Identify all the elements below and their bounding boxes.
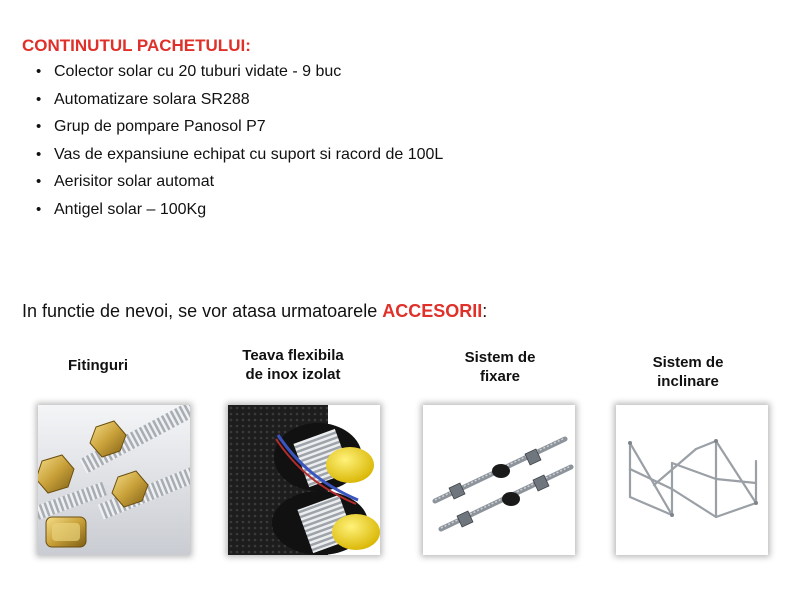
caption-line: Sistem de <box>652 354 724 371</box>
accessories-intro-colon: : <box>482 301 488 321</box>
fittings-illustration <box>38 405 190 555</box>
accessory-caption-fixare <box>440 348 560 386</box>
tilt-frame-illustration <box>616 405 768 555</box>
fittings-image <box>38 405 190 555</box>
list-item: • Grup de pompare Panosol P7 <box>54 113 443 141</box>
list-item: • Vas de expansiune echipat cu suport si racord de 100L <box>54 141 443 169</box>
accessory-caption-fitinguri <box>40 356 156 375</box>
accessories-highlight: ACCESORII <box>382 301 483 321</box>
caption-line: fixare <box>479 368 521 385</box>
caption-line: Sistem de <box>464 349 536 366</box>
package-title: CONTINUTUL PACHETULUI: <box>22 36 251 55</box>
tilt-frame-image <box>616 405 768 555</box>
list-item: • Colector solar cu 20 tuburi vidate - 9 buc <box>54 58 443 86</box>
list-item: • Aerisitor solar automat <box>54 168 443 196</box>
caption-line: Teava flexibila <box>242 347 344 364</box>
caption-line: inclinare <box>657 373 719 390</box>
accessory-caption-teava <box>218 346 368 384</box>
accessories-intro-text: In functie de nevoi, se vor atasa urmatoarele <box>22 301 383 321</box>
list-item: • Automatizare solara SR288 <box>54 86 443 114</box>
list-item: • Antigel solar – 100Kg <box>54 196 443 224</box>
insulated-pipe-image <box>228 405 380 555</box>
accessory-caption-inclinare <box>628 353 748 391</box>
mounting-rods-image <box>423 405 575 555</box>
caption-line: Fitinguri <box>68 357 128 374</box>
insulated-pipe-illustration <box>228 405 380 555</box>
accessories-intro <box>22 301 487 322</box>
caption-line: de inox izolat <box>245 366 341 383</box>
package-contents-list <box>18 58 443 223</box>
mounting-rods-illustration <box>423 405 575 555</box>
